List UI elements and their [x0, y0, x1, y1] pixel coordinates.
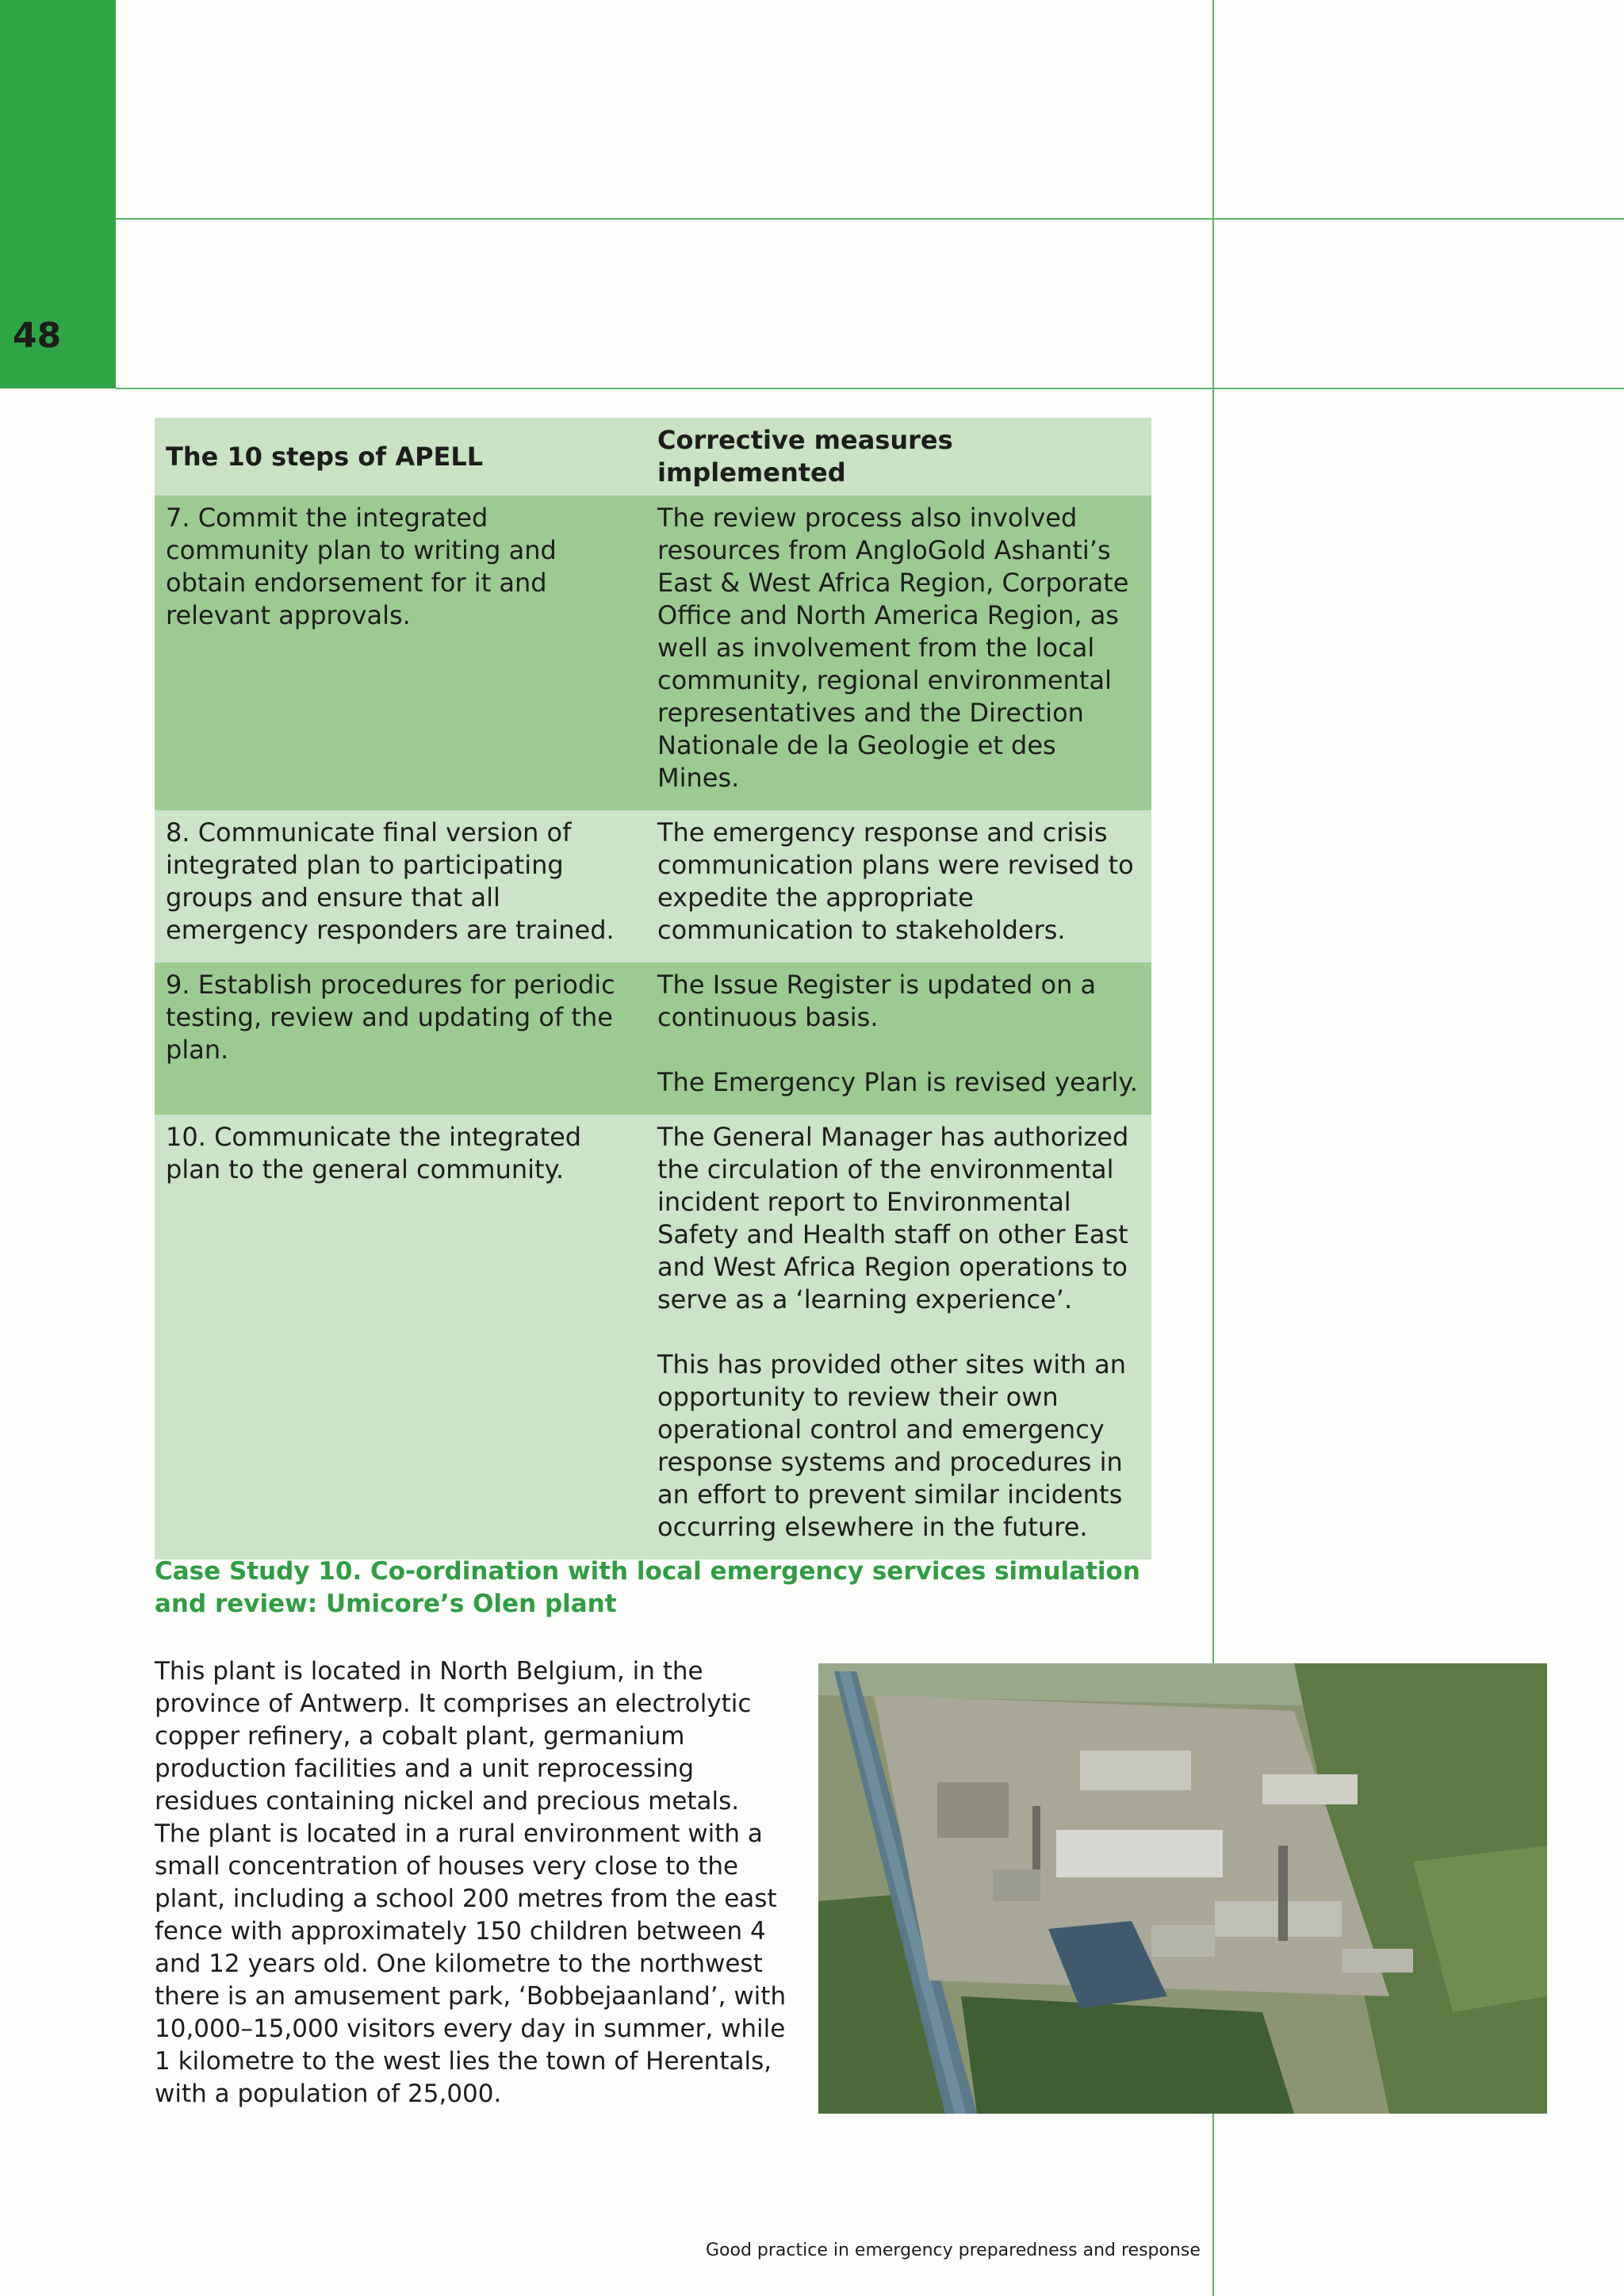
measures-cell — [646, 962, 1151, 1115]
horizontal-rule-bottom — [116, 388, 1624, 389]
measure-paragraph: The emergency response and crisis communication plans were revised to expedite the appropriate communication to stakeholders. — [657, 817, 1134, 945]
table-header-row — [155, 418, 1151, 496]
measure-paragraph: The Issue Register is updated on a continuous basis. — [657, 970, 1097, 1032]
table-row — [155, 1115, 1151, 1559]
measures-cell — [646, 1115, 1151, 1559]
table-row — [155, 962, 1151, 1115]
measure-paragraph: The General Manager has authorized the circulation of the environmental incident report to Environmental Safety and Health staff on other East and West Africa Region operations to serve as a ‘learning experience’. — [657, 1122, 1129, 1314]
page-footer: Good practice in emergency preparedness and response — [706, 2241, 1201, 2260]
measure-paragraph: The Emergency Plan is revised yearly. — [657, 1067, 1138, 1097]
step-cell: 9. Establish procedures for periodic testing, review and updating of the plan. — [155, 962, 646, 1115]
measures-cell — [646, 496, 1151, 810]
case-study-body: This plant is located in North Belgium, in the province of Antwerp. It comprises an electrolytic copper refinery, a cobalt plant, germanium production facilities and a unit reprocessing residues containing nickel and precious metals. The plant is located in a rural environment with a small concentration of houses very close to the plant, including a school 200 metres from the east fence with approximately 150 children between 4 and 12 years old. One kilometre to the northwest there is an amusement park, ‘Bobbejaanland’, with 10,000–15,000 visitors every day in summer, while 1 kilometre to the west lies the town of Herentals, with a population of 25,000. — [155, 1657, 787, 2108]
apell-steps-table — [155, 418, 1151, 1559]
table-row — [155, 496, 1151, 810]
step-cell: 8. Communicate final version of integrated plan to participating groups and ensure that all emergency responders are trained. — [155, 810, 646, 962]
table-row — [155, 810, 1151, 962]
column-header-steps: The 10 steps of APELL — [155, 418, 646, 496]
case-study-title: Case Study 10. Co-ordination with local emergency services simulation and review: Umicore’s Olen plant — [155, 1557, 1140, 1618]
horizontal-rule-top — [116, 218, 1624, 220]
measure-paragraph: The review process also involved resources from AngloGold Ashanti’s East & West Africa Region, Corporate Office and North America Region, as well as involvement from the local community, regional environmental representatives and the Direction Nationale de la Geologie et des Mines. — [657, 503, 1129, 793]
step-cell: 10. Communicate the integrated plan to the general community. — [155, 1115, 646, 1559]
measure-paragraph: This has provided other sites with an opportunity to review their own operational control and emergency response systems and procedures in an effort to prevent similar incidents occurring elsewhere in the future. — [657, 1349, 1126, 1542]
column-header-measures: Corrective measures implemented — [646, 418, 1151, 496]
aerial-plant-photo — [818, 1663, 1547, 2114]
page-number: 48 — [13, 316, 62, 356]
measures-cell — [646, 810, 1151, 962]
step-cell: 7. Commit the integrated community plan to writing and obtain endorsement for it and relevant approvals. — [155, 496, 646, 810]
